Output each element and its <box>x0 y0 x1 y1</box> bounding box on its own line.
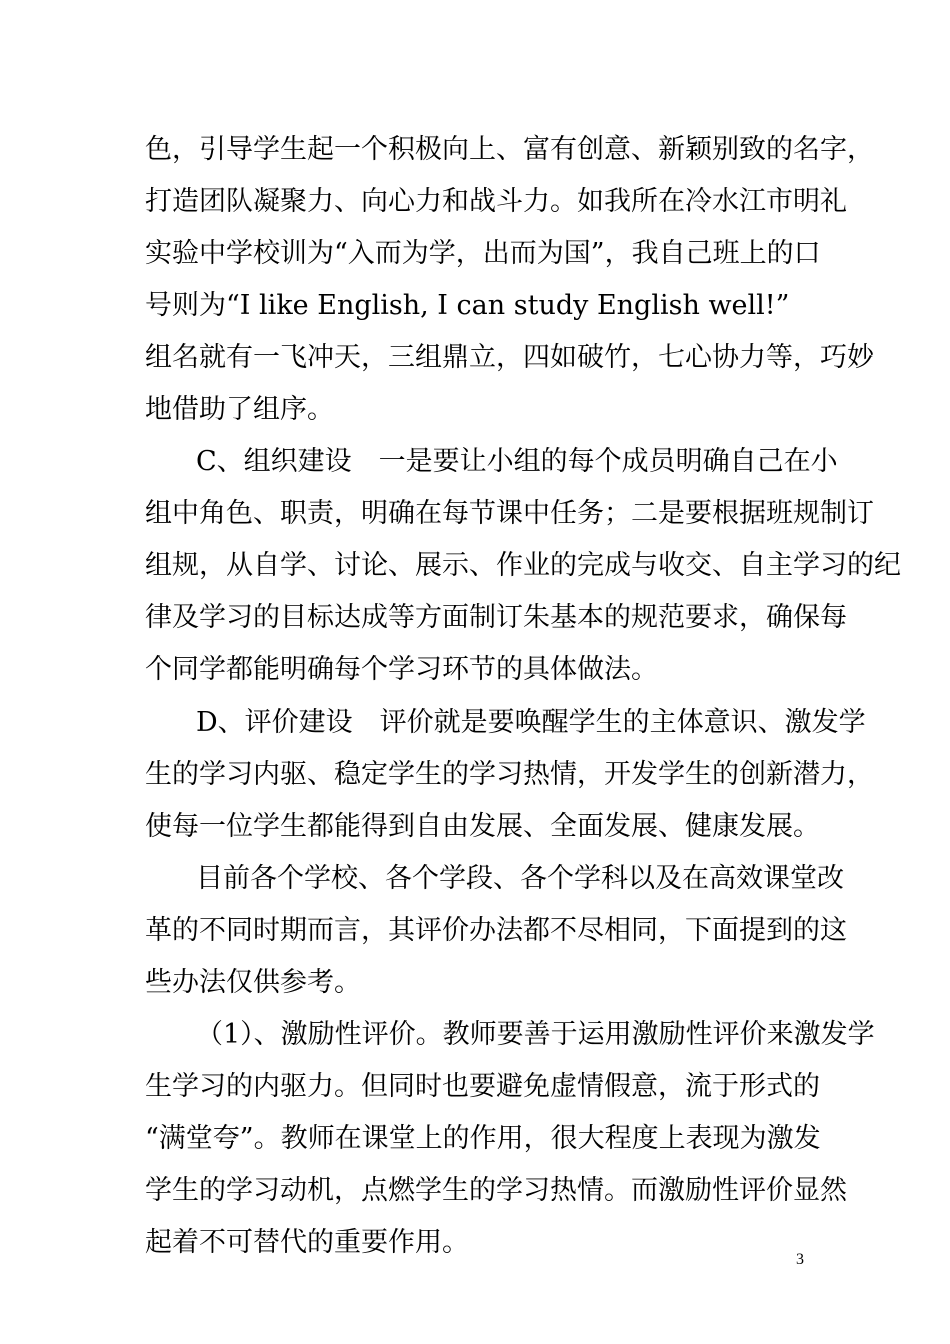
text-line: 起着不可替代的重要作用。 <box>145 1227 469 1258</box>
text-line: 些办法仅供参考。 <box>145 967 361 998</box>
section-c-heading-line: C、组织建设 一是要让小组的每个成员明确自己在小 <box>196 446 838 477</box>
text-line: 组名就有一飞冲天，三组鼎立，四如破竹，七心协力等，巧妙 <box>145 342 874 373</box>
text-line: 生学习的内驱力。但同时也要避免虚情假意，流于形式的 <box>145 1071 820 1102</box>
page-number: 3 <box>796 1251 804 1268</box>
paragraph-start-line: 目前各个学校、各个学段、各个学科以及在高效课堂改 <box>196 863 844 894</box>
text-line: 实验中学校训为“入而为学，出而为国”，我自己班上的口 <box>145 238 821 269</box>
text-line: 地借助了组序。 <box>145 394 334 425</box>
text-line: 学生的学习动机，点燃学生的学习热情。而激励性评价显然 <box>145 1175 847 1206</box>
text-line: 打造团队凝聚力、向心力和战斗力。如我所在冷水江市明礼 <box>145 186 847 217</box>
text-line: 使每一位学生都能得到自由发展、全面发展、健康发展。 <box>145 811 820 842</box>
text-line: 律及学习的目标达成等方面制订朱基本的规范要求，确保每 <box>145 602 847 633</box>
text-line: 生的学习内驱、稳定学生的学习热情，开发学生的创新潜力， <box>145 759 874 790</box>
section-d-heading-line: D、评价建设 评价就是要唤醒学生的主体意识、激发学 <box>196 707 866 738</box>
text-line: 色，引导学生起一个积极向上、富有创意、新颖别致的名字， <box>145 134 874 165</box>
text-line: 号则为“I like English, I can study English well!” <box>145 290 790 321</box>
text-line: 组中角色、职责，明确在每节课中任务；二是要根据班规制订 <box>145 498 874 529</box>
text-line: 个同学都能明确每个学习环节的具体做法。 <box>145 654 658 685</box>
text-line: 组规，从自学、讨论、展示、作业的完成与收交、自主学习的纪 <box>145 550 901 581</box>
item-1-heading-line: （1）、激励性评价。教师要善于运用激励性评价来激发学 <box>196 1019 875 1050</box>
text-line: “满堂夸”。教师在课堂上的作用，很大程度上表现为激发 <box>145 1123 821 1154</box>
text-line: 革的不同时期而言，其评价办法都不尽相同，下面提到的这 <box>145 915 847 946</box>
